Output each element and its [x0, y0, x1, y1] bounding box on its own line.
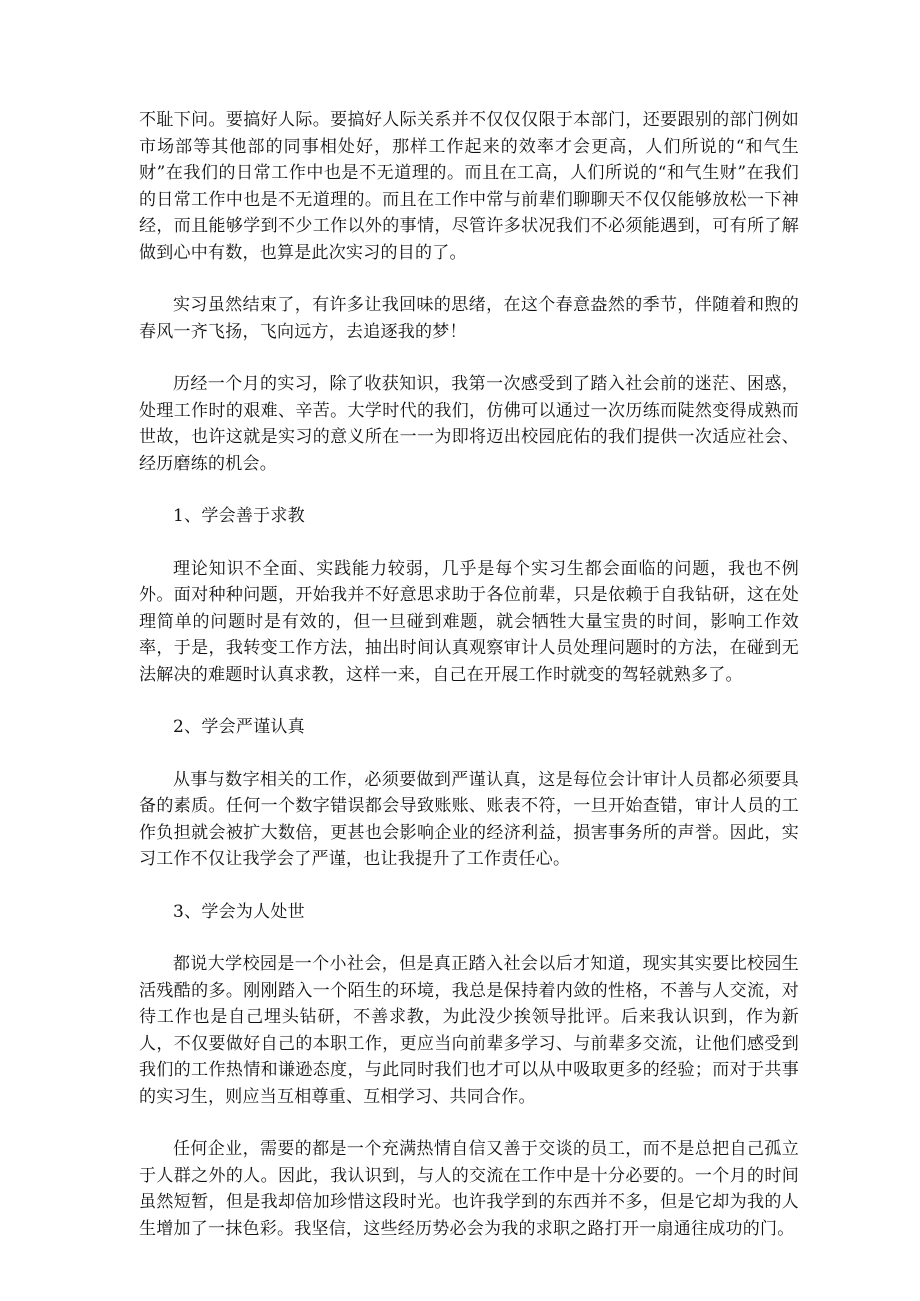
paragraph-seek-advice: 理论知识不全面、实践能力较弱，几乎是每个实习生都会面临的问题，我也不例外。面对种种问题，开始我并不好意思求助于各位前辈，只是依赖于自我钻研，这在处理简单的问题时是有效的，但一旦碰到难题，就会牺牲大量宝贵的时间，影响工作效率，于是，我转变工作方法，抽出时间认真观察审计人员处理问题时的方法，在碰到无法解决的难题时认真求教，这样一来，自己在开展工作时就变的驾轻就熟多了。 — [139, 558, 799, 685]
paragraph-month-experience: 历经一个月的实习，除了收获知识，我第一次感受到了踏入社会前的迷茫、困惑，处理工作时的艰难、辛苦。大学时代的我们，仿佛可以通过一次历练而陡然变得成熟而世故，也许这就是实习的意义所在一一为即将迈出校园庇佑的我们提供一次适应社会、经历磨练的机会。 — [139, 374, 799, 474]
paragraph-conclusion: 任何企业，需要的都是一个充满热情自信又善于交谈的员工，而不是总把自己孤立于人群之外的人。因此，我认识到，与人的交流在工作中是十分必要的。一个月的时间虽然短暂，但是我却倍加珍惜这段时光。也许我学到的东西并不多，但是它却为我的人生增加了一抹色彩。我坚信，这些经历势必会为我的求职之路打开一扇通往成功的门。 — [139, 1139, 799, 1239]
section-heading-social-skills: 3、学会为人处世 — [173, 901, 305, 922]
paragraph-social-skills: 都说大学校园是一个小社会，但是真正踏入社会以后才知道，现实其实要比校园生活残酷的多。刚刚踏入一个陌生的环境，我总是保持着内敛的性格，不善与人交流，对待工作也是自己埋头钻研，不善求教，为此没少挨领导批评。后来我认识到，作为新人，不仅要做好自己的本职工作，更应当向前辈多学习、与前辈多交流，让他们感受到我们的工作热情和谦逊态度，与此同时我们也才可以从中吸取更多的经验；而对于共事的实习生，则应当互相尊重、互相学习、共同合作。 — [139, 954, 799, 1107]
section-heading-seek-advice: 1、学会善于求教 — [173, 506, 305, 526]
section-heading-rigorous: 2、学会严谨认真 — [173, 717, 305, 737]
paragraph-rigorous: 从事与数字相关的工作，必须要做到严谨认真，这是每位会计审计人员都必须要具备的素质。任何一个数字错误都会导致账账、账表不符，一旦开始查错，审计人员的工作负担就会被扩大数倍，更甚也会影响企业的经济利益，损害事务所的声誉。因此，实习工作不仅让我学会了严谨，也让我提升了工作责任心。 — [139, 769, 799, 869]
paragraph-internship-ended: 实习虽然结束了，有许多让我回味的思绪，在这个春意盎然的季节，伴随着和煦的春风一齐飞扬，飞向远方，去追逐我的梦！ — [139, 295, 799, 342]
document-body — [139, 107, 799, 1268]
paragraph-intro-continuation: 不耻下问。要搞好人际。要搞好人际关系并不仅仅仅限于本部门，还要跟别的部门例如市场部等其他部的同事相处好，那样工作起来的效率才会更高，人们所说的“和气生财”在我们的日常工作中也是不无道理的。而且在工高，人们所说的“和气生财”在我们的日常工作中也是不无道理的。而且在工作中常与前辈们聊聊天不仅仅能够放松一下神经，而且能够学到不少工作以外的事情，尽管许多状况我们不必须能遇到，可有所了解做到心中有数，也算是此次实习的目的了。 — [139, 110, 799, 263]
